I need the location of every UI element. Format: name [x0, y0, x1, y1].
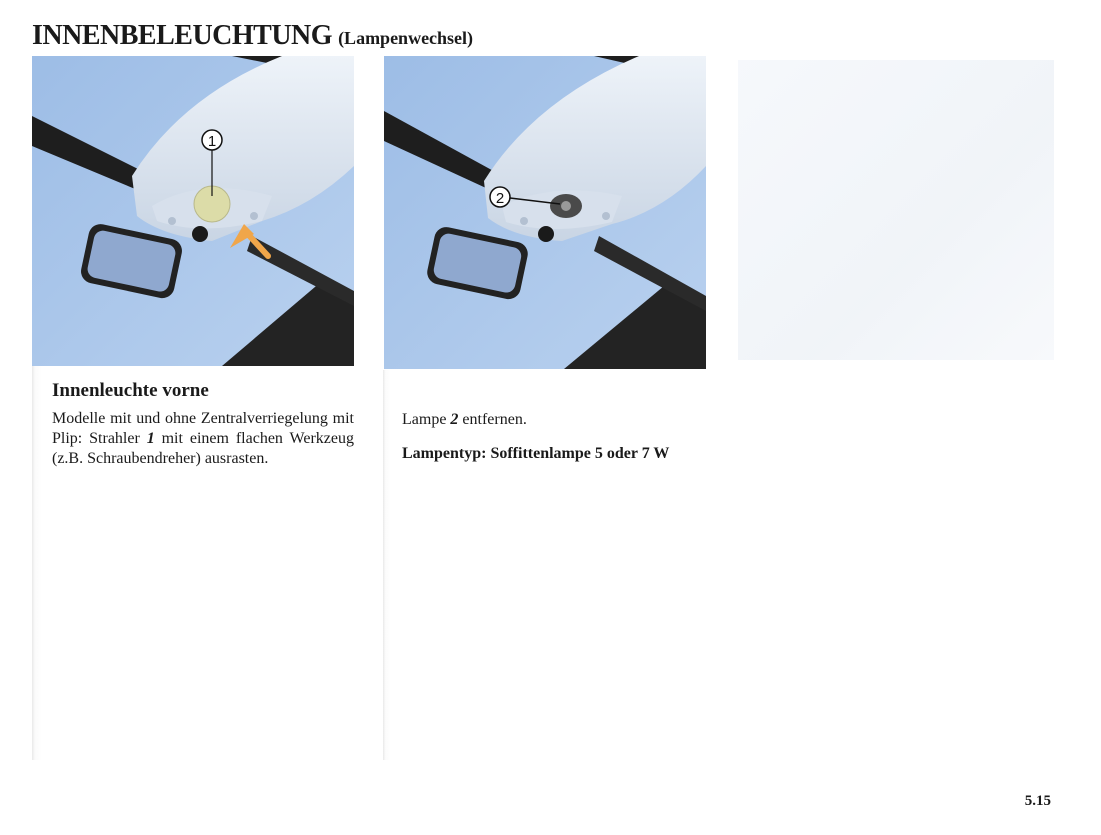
body-text-after: mit einem flachen Werkzeug (z.B. Schraubendreher) ausrasten.	[52, 430, 354, 467]
faded-facing-page-image	[738, 60, 1054, 360]
body-text-before: Modelle mit und ohne Zentralverriegelung mit Plip: Strahler	[52, 410, 354, 447]
callout-1-label: 1	[207, 133, 217, 150]
page-number: 5.15	[1024, 793, 1051, 809]
reference-number-2: 2	[450, 411, 459, 428]
reference-number-1: 1	[146, 430, 155, 447]
instruction-text	[402, 410, 712, 430]
section-front-interior-light	[52, 380, 354, 469]
figure-interior-light-callout-2	[384, 56, 706, 369]
callout-2-label: 2	[495, 190, 505, 207]
page-title	[32, 20, 473, 52]
section-lamp-removal	[402, 410, 712, 478]
page-title-main: INNENBELEUCHTUNG	[32, 20, 333, 51]
lamp-type-spec: Lampentyp: Soffittenlampe 5 oder 7 W	[402, 445, 670, 462]
figure-interior-light-callout-1	[32, 56, 354, 366]
section-body	[52, 409, 354, 469]
instruction-after: entfernen.	[458, 411, 527, 428]
section-heading: Innenleuchte vorne	[52, 380, 209, 401]
page-title-subtitle: (Lampenwechsel)	[338, 28, 474, 48]
column-shade-middle	[383, 370, 391, 760]
instruction-before: Lampe	[402, 411, 451, 428]
